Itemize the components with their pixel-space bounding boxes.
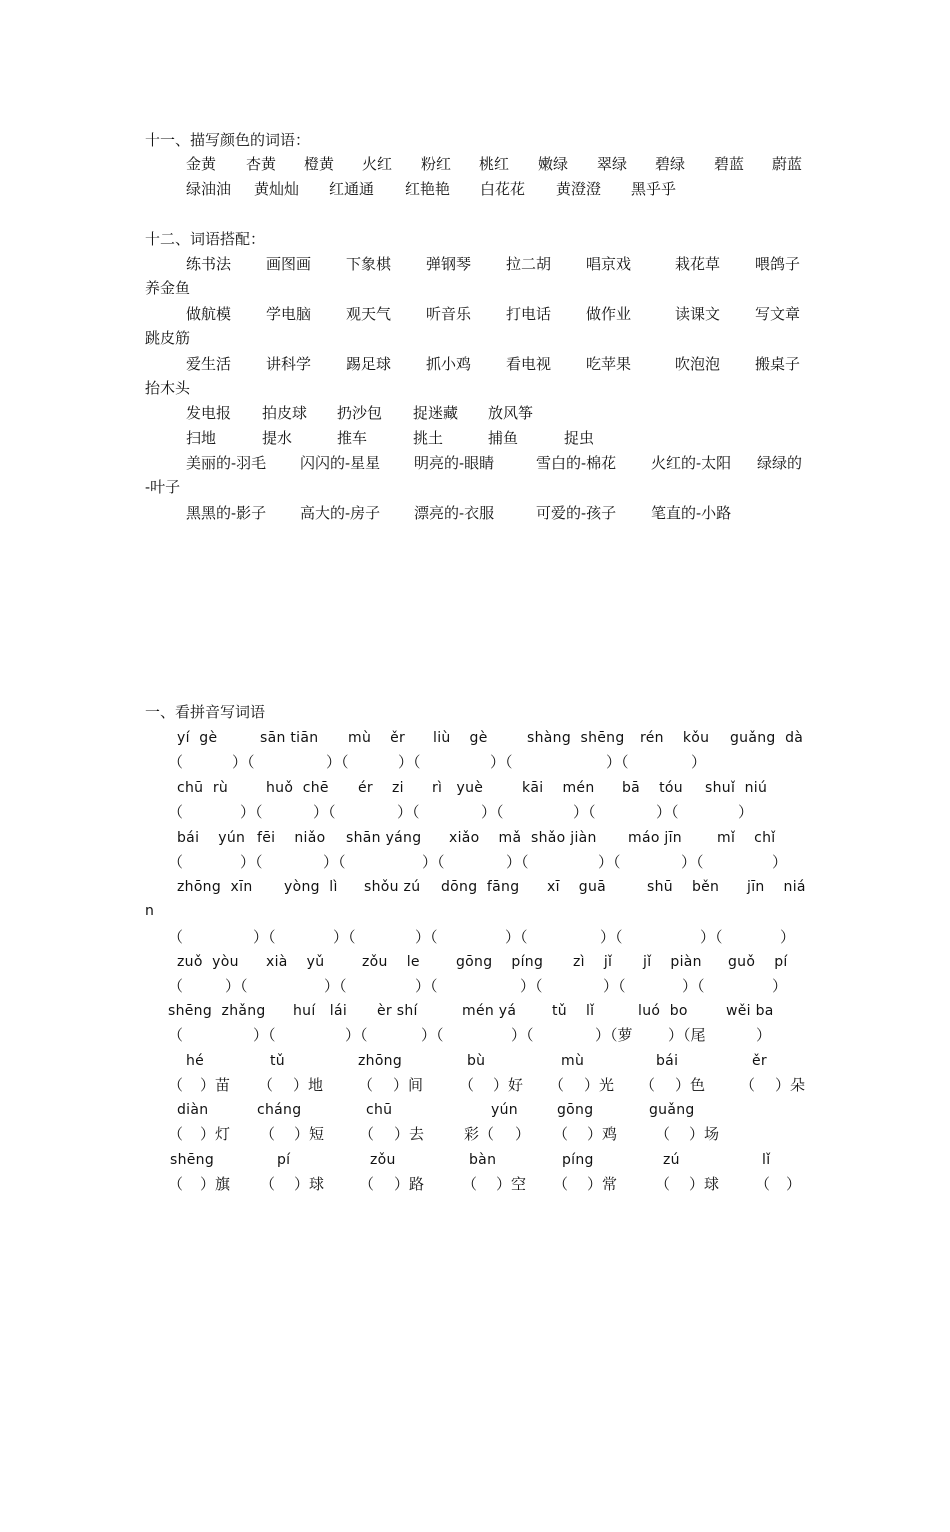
paren: ）苗 <box>200 1076 231 1094</box>
pinyin: huí lái <box>293 1003 348 1019</box>
phrase: 吃苹果 <box>586 355 632 373</box>
pinyin: mù <box>561 1053 585 1069</box>
paren: ）（ <box>326 753 349 771</box>
paren: （ <box>640 1076 656 1094</box>
phrase: 提水 <box>262 429 293 447</box>
phrase: 拍皮球 <box>262 404 308 422</box>
answer-row <box>0 1122 950 1146</box>
phrase: 养金鱼 <box>145 279 191 297</box>
paren: ） <box>772 853 788 871</box>
phrase: 捉迷藏 <box>413 404 459 422</box>
phrase: 读课文 <box>675 305 721 323</box>
paren: ）（ <box>398 753 421 771</box>
phrase: 笔直的-小路 <box>651 504 732 522</box>
pinyin: shǎo jiàn <box>531 830 597 846</box>
pinyin-row <box>0 875 950 899</box>
paren: ）（ <box>700 928 723 946</box>
phrase: 打电话 <box>506 305 552 323</box>
phrase-row <box>0 451 950 475</box>
phrase: 栽花草 <box>675 255 721 273</box>
paren: ）（ <box>415 928 438 946</box>
paren: （ <box>258 1076 274 1094</box>
paren: ）（ <box>333 928 356 946</box>
phrase: -叶子 <box>145 478 181 496</box>
phrase: 发电报 <box>186 404 232 422</box>
paren: ） <box>515 1125 531 1143</box>
phrase: 放风筝 <box>488 404 534 422</box>
paren: ）（ <box>606 753 629 771</box>
pinyin: sān tiān <box>260 730 319 746</box>
pinyin: zú <box>663 1152 680 1168</box>
phrase: 讲科学 <box>266 355 312 373</box>
pinyin: lǐ <box>762 1152 771 1168</box>
paren: ）（ <box>520 977 543 995</box>
paren: （ <box>358 1076 374 1094</box>
paren: （ <box>260 1125 276 1143</box>
phrase: 踢足球 <box>346 355 392 373</box>
pinyin: fēi niǎo <box>257 830 326 846</box>
phrase-row <box>0 401 950 425</box>
phrase-row <box>0 252 950 276</box>
pinyin: guǎng dà <box>730 730 804 746</box>
word: 金黄 <box>186 155 217 173</box>
paren: ） <box>780 928 796 946</box>
word: 黄澄澄 <box>556 180 602 198</box>
paren: ）（ <box>681 853 704 871</box>
paren: ）（ <box>253 1026 276 1044</box>
phrase: 绿绿的 <box>757 454 803 472</box>
pinyin: diàn <box>177 1102 209 1118</box>
phrase: 抓小鸡 <box>426 355 472 373</box>
pinyin: gōng píng <box>456 954 544 970</box>
pinyin: xiǎo mǎ <box>449 830 522 846</box>
word: 橙黄 <box>304 155 335 173</box>
paren: ）（ <box>422 853 445 871</box>
paren: ）（ <box>603 977 626 995</box>
pinyin: chū <box>366 1102 393 1118</box>
word: 黑乎乎 <box>631 180 677 198</box>
paren: ）旗 <box>200 1175 231 1193</box>
paren: ）（ <box>573 803 596 821</box>
pinyin: bàn <box>469 1152 497 1168</box>
pinyin: zuǒ yòu <box>177 954 239 970</box>
paren: ）灯 <box>200 1125 231 1143</box>
color-words-row <box>0 177 950 201</box>
paren: （ <box>168 1076 184 1094</box>
pinyin: jīn niá <box>747 879 806 895</box>
pinyin: liù gè <box>433 730 488 746</box>
pinyin: máo jīn <box>628 830 682 846</box>
word: 白花花 <box>480 180 526 198</box>
phrase: 写文章 <box>755 305 801 323</box>
phrase: 搬桌子 <box>755 355 801 373</box>
pinyin-row <box>0 1148 950 1172</box>
pinyin: huǒ chē <box>266 780 329 796</box>
paren: （ <box>462 1175 478 1193</box>
phrase-row <box>0 302 950 326</box>
pinyin: kāi mén <box>522 780 595 796</box>
paren: ）（ <box>415 977 438 995</box>
pinyin: yí gè <box>177 730 218 746</box>
paren: ）空 <box>496 1175 527 1193</box>
pinyin: chū rù <box>177 780 229 796</box>
paren: ）（ <box>240 853 263 871</box>
pinyin-row <box>0 726 950 750</box>
section-title: 十二、词语搭配： <box>145 230 266 248</box>
phrase: 漂亮的-衣服 <box>414 504 495 522</box>
pinyin: xià yǔ <box>266 954 325 970</box>
phrase: 爱生活 <box>186 355 232 373</box>
phrase: 下象棋 <box>346 255 392 273</box>
paren: （ <box>168 803 184 821</box>
answer-row <box>0 1172 950 1196</box>
pinyin: mǐ chǐ <box>717 830 776 846</box>
pinyin: wěi ba <box>726 1003 774 1019</box>
paren: ）常 <box>587 1175 618 1193</box>
pinyin: bù <box>467 1053 486 1069</box>
paren: （ <box>168 1175 184 1193</box>
word: 火红 <box>362 155 393 173</box>
paren: ） <box>786 1175 802 1193</box>
pinyin: rén kǒu <box>640 730 710 746</box>
pinyin-row-wrap <box>0 899 950 923</box>
paren: ）间 <box>393 1076 424 1094</box>
paren: ）（尾 <box>668 1026 706 1044</box>
paren: ）（ <box>313 803 336 821</box>
paren: ）短 <box>294 1125 325 1143</box>
pinyin: n <box>145 903 155 919</box>
paren: （ <box>359 1175 375 1193</box>
color-words-row <box>0 152 950 176</box>
word: 碧绿 <box>655 155 686 173</box>
paren: （ <box>168 753 184 771</box>
paren: ）去 <box>394 1125 425 1143</box>
pinyin-row <box>0 1049 950 1073</box>
word: 杏黄 <box>246 155 277 173</box>
paren: （ <box>553 1175 569 1193</box>
paren: ）球 <box>294 1175 325 1193</box>
paren: （ <box>359 1125 375 1143</box>
answer-row <box>0 1023 950 1047</box>
phrase: 雪白的-棉花 <box>536 454 617 472</box>
pinyin: jǐ piàn <box>643 954 702 970</box>
pinyin: shān yáng <box>346 830 422 846</box>
pinyin: cháng <box>257 1102 302 1118</box>
pinyin: xī guā <box>547 879 607 895</box>
answer-row <box>0 974 950 998</box>
section-1-title-line <box>0 700 950 724</box>
paren: ）光 <box>584 1076 615 1094</box>
paren: ）（ <box>225 977 248 995</box>
paren: ）好 <box>493 1076 524 1094</box>
pinyin: shēng <box>170 1152 215 1168</box>
paren: ）（ <box>324 977 347 995</box>
phrase: 黑黑的-影子 <box>186 504 267 522</box>
pinyin: píng <box>562 1152 594 1168</box>
paren: ） <box>691 753 707 771</box>
pinyin: shuǐ niú <box>705 780 768 796</box>
phrase: 做作业 <box>586 305 632 323</box>
pinyin: dōng fāng <box>441 879 520 895</box>
paren: ）（萝 <box>595 1026 633 1044</box>
pinyin: èr shí <box>377 1003 418 1019</box>
paren: （ <box>549 1076 565 1094</box>
answer-row <box>0 800 950 824</box>
paren: ）鸡 <box>587 1125 618 1143</box>
paren: ）（ <box>656 803 679 821</box>
phrase-row-wrap <box>0 376 950 400</box>
paren: ）地 <box>293 1076 324 1094</box>
paren: （ <box>168 1125 184 1143</box>
word: 翠绿 <box>597 155 628 173</box>
phrase: 练书法 <box>186 255 232 273</box>
pinyin: ěr <box>752 1053 767 1069</box>
phrase: 唱京戏 <box>586 255 632 273</box>
section-title: 一、看拼音写词语 <box>145 703 266 721</box>
paren: （ <box>740 1076 756 1094</box>
pinyin: bā tóu <box>622 780 683 796</box>
paren: ）（ <box>598 853 621 871</box>
pinyin: zǒu le <box>362 954 420 970</box>
paren: （ <box>168 977 184 995</box>
pinyin-row <box>0 950 950 974</box>
pinyin: ér zi <box>358 780 404 796</box>
paren: （ <box>755 1175 771 1193</box>
pinyin-row <box>0 999 950 1023</box>
paren: ）朵 <box>775 1076 806 1094</box>
paren: ）场 <box>689 1125 720 1143</box>
pinyin: hé <box>186 1053 205 1069</box>
paren: ）（ <box>682 977 705 995</box>
section-12-title-line <box>0 227 950 251</box>
pinyin: zǒu <box>370 1152 396 1168</box>
paren: ）色 <box>675 1076 706 1094</box>
phrase: 火红的-太阳 <box>651 454 732 472</box>
phrase: 捉虫 <box>564 429 595 447</box>
paren: ） <box>738 803 754 821</box>
answer-row <box>0 850 950 874</box>
paren: （ <box>168 853 184 871</box>
phrase: 弹钢琴 <box>426 255 472 273</box>
word: 绿油油 <box>186 180 232 198</box>
phrase-row-wrap <box>0 276 950 300</box>
pinyin: gōng <box>557 1102 594 1118</box>
phrase: 吹泡泡 <box>675 355 721 373</box>
phrase-row <box>0 426 950 450</box>
pinyin-row <box>0 826 950 850</box>
paren: （ <box>168 928 184 946</box>
paren: ）（ <box>506 853 529 871</box>
phrase: 看电视 <box>506 355 552 373</box>
pinyin: rì yuè <box>432 780 484 796</box>
pinyin: mén yá <box>462 1003 517 1019</box>
phrase: 听音乐 <box>426 305 472 323</box>
phrase: 闪闪的-星星 <box>300 454 381 472</box>
phrase: 画图画 <box>266 255 312 273</box>
pinyin: tǔ <box>270 1053 285 1069</box>
pinyin-row <box>0 776 950 800</box>
pinyin-row <box>0 1098 950 1122</box>
pinyin: yòng lì <box>284 879 338 895</box>
pinyin: zì jǐ <box>573 954 613 970</box>
phrase: 抬木头 <box>145 379 191 397</box>
word: 桃红 <box>479 155 510 173</box>
section-11-title-line <box>0 128 950 152</box>
phrase: 学电脑 <box>266 305 312 323</box>
pinyin: luó bo <box>638 1003 688 1019</box>
phrase: 明亮的-眼睛 <box>414 454 495 472</box>
word: 碧蓝 <box>714 155 745 173</box>
paren: ）（ <box>397 803 420 821</box>
paren: ）（ <box>323 853 346 871</box>
phrase: 高大的-房子 <box>300 504 381 522</box>
answer-row <box>0 925 950 949</box>
paren: ）（ <box>481 803 504 821</box>
paren: （ <box>168 1026 184 1044</box>
phrase: 扔沙包 <box>337 404 383 422</box>
paren: 彩（ <box>464 1125 495 1143</box>
pinyin: guǎng <box>649 1102 695 1118</box>
pinyin: zhōng <box>358 1053 403 1069</box>
paren: （ <box>655 1125 671 1143</box>
paren: ）（ <box>345 1026 368 1044</box>
phrase: 扫地 <box>186 429 217 447</box>
pinyin: bái yún <box>177 830 246 846</box>
answer-row <box>0 750 950 774</box>
pinyin: yún <box>491 1102 518 1118</box>
phrase: 拉二胡 <box>506 255 552 273</box>
pinyin: bái <box>656 1053 679 1069</box>
phrase: 喂鸽子 <box>755 255 801 273</box>
phrase: 美丽的-羽毛 <box>186 454 267 472</box>
paren: ）（ <box>490 753 513 771</box>
phrase-row-wrap <box>0 326 950 350</box>
phrase: 做航模 <box>186 305 232 323</box>
phrase: 可爱的-孩子 <box>536 504 617 522</box>
paren: ）（ <box>253 928 276 946</box>
paren: ） <box>756 1026 772 1044</box>
phrase: 推车 <box>337 429 368 447</box>
paren: ）（ <box>505 928 528 946</box>
pinyin: shàng shēng <box>527 730 625 746</box>
paren: ）球 <box>689 1175 720 1193</box>
phrase-row-wrap <box>0 475 950 499</box>
paren: （ <box>459 1076 475 1094</box>
phrase: 跳皮筋 <box>145 329 191 347</box>
phrase: 挑土 <box>413 429 444 447</box>
word: 蔚蓝 <box>772 155 803 173</box>
word: 嫩绿 <box>538 155 569 173</box>
pinyin: pí <box>277 1152 291 1168</box>
paren: ） <box>772 977 788 995</box>
paren: ）（ <box>511 1026 534 1044</box>
phrase-row <box>0 501 950 525</box>
phrase: 捕鱼 <box>488 429 519 447</box>
paren: （ <box>553 1125 569 1143</box>
paren: ）（ <box>421 1026 444 1044</box>
phrase-row <box>0 352 950 376</box>
pinyin: shǒu zú <box>364 879 421 895</box>
phrase: 观天气 <box>346 305 392 323</box>
paren: （ <box>260 1175 276 1193</box>
paren: ）（ <box>240 803 263 821</box>
pinyin: shēng zhǎng <box>168 1003 266 1019</box>
word: 粉红 <box>421 155 452 173</box>
pinyin: mù ěr <box>348 730 406 746</box>
paren: ）路 <box>394 1175 425 1193</box>
answer-row <box>0 1073 950 1097</box>
pinyin: tǔ lǐ <box>552 1003 595 1019</box>
word: 黄灿灿 <box>254 180 300 198</box>
pinyin: shū běn <box>647 879 720 895</box>
paren: ）（ <box>600 928 623 946</box>
pinyin: guǒ pí <box>728 954 788 970</box>
section-title: 十一、描写颜色的词语： <box>145 131 311 149</box>
pinyin: zhōng xīn <box>177 879 253 895</box>
word: 红通通 <box>329 180 375 198</box>
paren: ）（ <box>232 753 255 771</box>
word: 红艳艳 <box>405 180 451 198</box>
paren: （ <box>655 1175 671 1193</box>
